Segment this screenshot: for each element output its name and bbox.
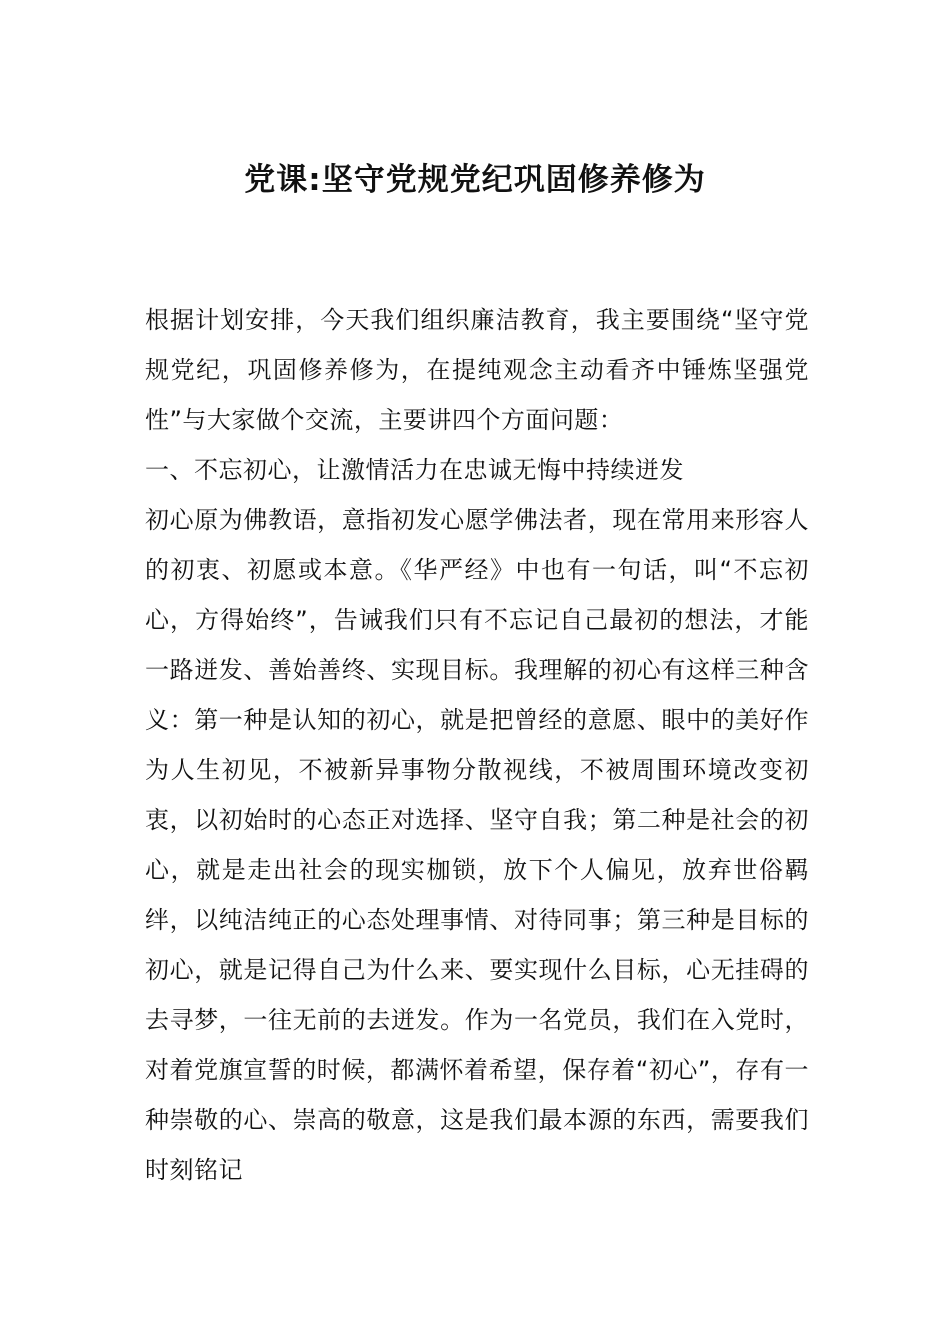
- intro-paragraph: 根据计划安排，今天我们组织廉洁教育，我主要围绕“坚守党规党纪，巩固修养修为，在提纯观念主动看齐中锤炼坚强党性”与大家做个交流，主要讲四个方面问题：: [145, 306, 809, 434]
- section-heading-1: 一、不忘初心，让激情活力在忠诚无悔中持续迸发: [145, 456, 684, 484]
- document-body: [145, 295, 809, 1195]
- body-paragraph: 初心原为佛教语，意指初发心愿学佛法者，现在常用来形容人的初衷、初愿或本意。《华严经》中也有一句话，叫“不忘初心，方得始终”，告诫我们只有不忘记自己最初的想法，才能一路迸发、善始善终、实现目标。我理解的初心有这样三种含义：第一种是认知的初心，就是把曾经的意愿、眼中的美好作为人生初见，不被新异事物分散视线，不被周围环境改变初衷，以初始时的心态正对选择、坚守自我；第二种是社会的初心，就是走出社会的现实枷锁，放下个人偏见，放弃世俗羁绊，以纯洁纯正的心态处理事情、对待同事；第三种是目标的初心，就是记得自己为什么来、要实现什么目标，心无挂碍的去寻梦，一往无前的去迸发。作为一名党员，我们在入党时，对着党旗宣誓的时候，都满怀着希望，保存着“初心”，存有一种崇敬的心、崇高的敬意，这是我们最本源的东西，需要我们时刻铭记: [145, 506, 809, 1184]
- document-title: 党课:坚守党规党纪巩固修养修为: [244, 162, 706, 198]
